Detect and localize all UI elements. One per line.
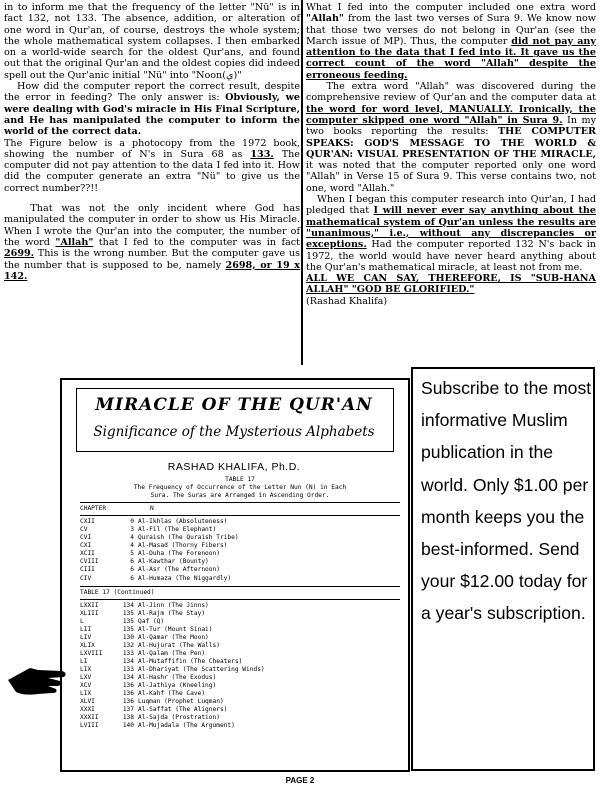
- table-row: [80, 542, 400, 550]
- chapter-cell: XCII: [80, 550, 95, 558]
- chapter-cell: CV: [80, 526, 88, 534]
- chapter-cell: LI: [80, 657, 88, 665]
- chapter-cell: XXXI: [80, 706, 95, 714]
- count-cell: 3: [130, 526, 134, 534]
- sura-name-cell: Al-Mujadala (The Argument): [138, 722, 235, 730]
- sura-name-cell: Qaf (Q): [138, 617, 165, 625]
- sura-name-cell: Quraish (The Quraish Tribe): [138, 534, 239, 542]
- left-para-2: How did the computer report the correct result, despite the error in feeding? The only answer is: Obviously, we were dealing with God's miracle in His Final Scripture, and He has manipulated the computer to inform the world of the correct data.: [4, 81, 300, 138]
- count-cell: 136: [122, 698, 134, 706]
- right-para-1: What I fed into the computer included one extra word "Allah" from the last two verses of Sura 9. We know now that those two verses do not belong in Qur'an (see the March issue of MP). Thus, the computer did not pay any attention to the data that I fed into it. It gave us the correct count of the word "Allah" despite the erroneous feeding.: [306, 2, 596, 81]
- sura-name-cell: Al-Fil (The Elephant): [138, 526, 217, 534]
- pointing-hand-icon: [8, 664, 68, 698]
- right-para-3: When I began this computer research into Qur'an, I had pledged that I will never ever say anything about the mathematical system of Qur'an unless the results are "unanimous," i.e., without any discrepancies or exceptions. Had the computer reported 132 N's back in 1972, the world would have never heard anything about the Qur'an's mathematical miracle, at least not from me.: [306, 194, 596, 273]
- sura-name-cell: Al-Asr (The Afternoon): [138, 566, 220, 574]
- count-cell: 6: [130, 566, 134, 574]
- sura-name-cell: Al-Jathiya (Kneeling): [138, 682, 217, 690]
- chapter-cell: LII: [80, 625, 92, 633]
- count-cell: 135: [122, 617, 134, 625]
- count-cell: 136: [122, 682, 134, 690]
- chapter-cell: CVIII: [80, 558, 99, 566]
- table-row: [80, 658, 400, 666]
- sura-name-cell: Al-Duha (The Forenoon): [138, 550, 220, 558]
- chapter-cell: LXVIII: [80, 649, 103, 657]
- count-cell: 132: [122, 641, 134, 649]
- sura-name-cell: Al-Rajm (The Stay): [138, 609, 206, 617]
- sura-name-cell: Al-Masad (Thorny Fibers): [138, 542, 228, 550]
- count-cell: 134: [122, 601, 134, 609]
- sura-name-cell: Al-Mutaffifin (The Cheaters): [138, 657, 243, 665]
- count-cell: 136: [122, 690, 134, 698]
- col-chapter: CHAPTER: [80, 505, 107, 513]
- left-para-4: That was not the only incident where God has manipulated the computer in order to show us His Miracle. When I wrote the Qur'an into the computer, the number of the word "Allah" that I fed to the computer was in fact 2699. This is the wrong number. But the computer gave us the number that is supposed to be, namely 2698, or 19 x 142.: [4, 203, 300, 282]
- table-row: [80, 706, 400, 714]
- chapter-cell: LIX: [80, 690, 92, 698]
- table-caption-1: The Frequency of Occurrence of the Letter Nun (N) in Each: [133, 484, 347, 492]
- book-subtitle: Significance of the Mysterious Alphabets: [93, 424, 375, 440]
- count-cell: 130: [122, 633, 134, 641]
- column-divider: [301, 0, 303, 365]
- count-cell: 4: [130, 542, 134, 550]
- subscription-ad-text: Subscribe to the most informative Muslim publication in the world. Only $1.00 per month keeps you the best-informed. Send your $12.00 today for a year's subscription.: [421, 378, 592, 624]
- table-row: [80, 626, 400, 634]
- chapter-cell: LXXII: [80, 601, 99, 609]
- table-row: [80, 666, 400, 674]
- left-column: [4, 2, 300, 282]
- chapter-cell: CIII: [80, 566, 95, 574]
- count-cell: 5: [130, 550, 134, 558]
- chapter-cell: LVIII: [80, 722, 99, 730]
- count-cell: 133: [122, 665, 134, 673]
- table-row: [80, 575, 400, 583]
- table-row: [80, 674, 400, 682]
- table-row: [80, 682, 400, 690]
- chapter-cell: LXV: [80, 674, 92, 682]
- table-header: [80, 505, 400, 513]
- chapter-cell: L: [80, 617, 84, 625]
- sura-name-cell: Al-Jinn (The Jinns): [138, 601, 209, 609]
- sura-name-cell: Luqman (Prophet Luqman): [138, 698, 224, 706]
- sura-name-cell: Al-Ikhlas (Absoluteness): [138, 518, 228, 526]
- count-cell: 6: [130, 558, 134, 566]
- right-para-4: ALL WE CAN SAY, THEREFORE, IS "SUB-HANA ALLAH" "GOD BE GLORIFIED.": [306, 273, 596, 296]
- sura-name-cell: Al-Hujurat (The Walls): [138, 641, 220, 649]
- table-row: [80, 642, 400, 650]
- col-n: N: [150, 505, 154, 513]
- sura-name-cell: Al-Tur (Mount Sinai): [138, 625, 213, 633]
- table-row: [80, 714, 400, 722]
- chapter-cell: XCV: [80, 682, 92, 690]
- left-para-3: The Figure below is a photocopy from the 1972 book, showing the number of N's in Sura 68 as 133. The computer did not pay attention to the data I fed into it. How did the computer generate an extra "Nü" to give us the correct number??!!: [4, 137, 300, 194]
- chapter-cell: XLIII: [80, 609, 99, 617]
- chapter-cell: CXII: [80, 518, 95, 526]
- table-row: [80, 690, 400, 698]
- count-cell: 134: [122, 657, 134, 665]
- table-row: [80, 526, 400, 534]
- right-para-2: The extra word "Allah" was discovered during the comprehensive review of Qur'an and the computer data at the word for word level, MANUALLY. Ironically, the computer skipped one word "Allah" in Sura 9. In my two books reporting the results: THE COMPUTER SPEAKS: GOD'S MESSAGE TO THE WORLD & QUR'AN: VISUAL PRESENTATION OF THE MIRACLE, it was noted that the computer reported only one word "Allah" in Verse 15 of Sura 9. This verse contains two, not one, word "Allah.": [306, 81, 596, 194]
- table-row: [80, 634, 400, 642]
- chapter-cell: LIX: [80, 665, 92, 673]
- count-cell: 135: [122, 625, 134, 633]
- count-cell: 135: [122, 609, 134, 617]
- sura-name-cell: Al-Kahf (The Cave): [138, 690, 206, 698]
- chapter-cell: LIV: [80, 633, 92, 641]
- table-row: [80, 722, 400, 730]
- table-row: [80, 610, 400, 618]
- chapter-cell: CVI: [80, 534, 92, 542]
- frequency-table: [80, 476, 400, 730]
- count-cell: 134: [122, 674, 134, 682]
- sura-name-cell: Al-Kawthar (Bounty): [138, 558, 209, 566]
- table-row: [80, 698, 400, 706]
- chapter-cell: XLVI: [80, 698, 95, 706]
- table-row: [80, 602, 400, 610]
- sura-name-cell: Al-Saffat (The Aligners): [138, 706, 228, 714]
- left-para-1: in to inform me that the frequency of the letter "Nü" is in fact 132, not 133. The absence, addition, or alteration of one word in Qur'an, of course, destroys the whole system; the whole mathematical system collapses. I then embarked on a world-wide search for the oldest Qur'ans, and found out that the original Qur'an and the oldest copies did indeed spell out the Qur'anic initial "Nü" into "Noon(ي)": [4, 2, 300, 81]
- chapter-cell: CIV: [80, 574, 92, 582]
- sura-name-cell: Al-Humaza (The Niggardly): [138, 574, 232, 582]
- table-continued-label: TABLE 17 (Continued): [80, 588, 155, 596]
- sura-name-cell: Al-Qalam (The Pen): [138, 649, 206, 657]
- signature: (Rashad Khalifa): [306, 295, 388, 307]
- right-column: [306, 2, 596, 307]
- table-row: [80, 618, 400, 626]
- table-caption-2: Sura. The Suras are Arranged in Ascending Order.: [150, 492, 330, 500]
- sura-name-cell: Al-Hashr (The Exodus): [138, 674, 217, 682]
- chapter-cell: XLIX: [80, 641, 95, 649]
- count-cell: 140: [122, 722, 134, 730]
- count-cell: 138: [122, 714, 134, 722]
- chapter-cell: CXI: [80, 542, 92, 550]
- sura-name-cell: Al-Dhariyat (The Scattering Winds): [138, 665, 265, 673]
- table-row: [80, 558, 400, 566]
- sura-name-cell: Al-Sajda (Prostration): [138, 714, 220, 722]
- book-author: RASHAD KHALIFA, Ph.D.: [167, 461, 301, 473]
- count-cell: 0: [130, 518, 134, 526]
- table-row: [80, 550, 400, 558]
- count-cell: 137: [122, 706, 134, 714]
- table-row: [80, 518, 400, 526]
- count-cell: 4: [130, 534, 134, 542]
- table-row: [80, 534, 400, 542]
- count-cell: 6: [130, 574, 134, 582]
- chapter-cell: XXXII: [80, 714, 99, 722]
- count-cell: 133: [122, 649, 134, 657]
- table-rows-a: [80, 518, 400, 582]
- table-row: [80, 566, 400, 574]
- book-title: MIRACLE OF THE QUR'AN: [95, 395, 373, 415]
- page-number: PAGE 2: [285, 776, 315, 785]
- table-row: [80, 650, 400, 658]
- table-label: TABLE 17: [225, 476, 255, 483]
- sura-name-cell: Al-Qamar (The Moon): [138, 633, 209, 641]
- table-rows-b: [80, 602, 400, 731]
